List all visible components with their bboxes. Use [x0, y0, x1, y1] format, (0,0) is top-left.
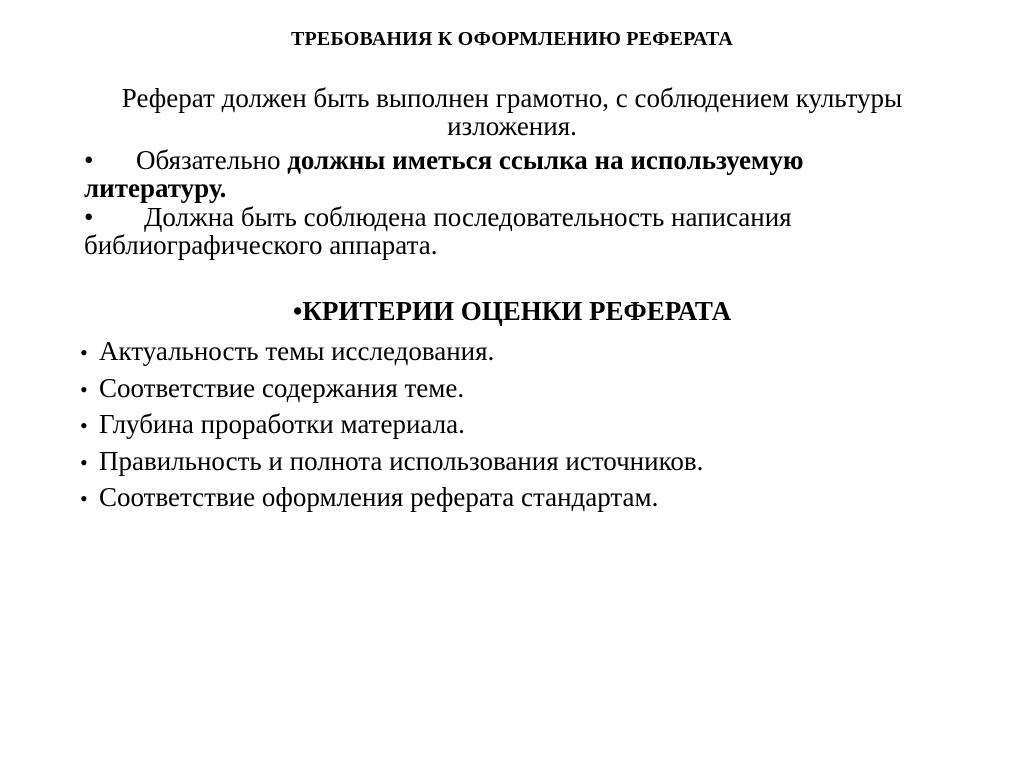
intro-paragraph: Реферат должен быть выполнен грамотно, с соблюдением культуры изложения. [121, 83, 903, 141]
bullet-icon: • [80, 486, 88, 511]
criteria-text: Соответствие оформления реферата стандартам. [99, 482, 659, 512]
bullet-icon: • [84, 145, 94, 175]
bullet-icon: • [80, 340, 88, 365]
list-item [80, 407, 703, 444]
criteria-text: Актуальность темы исследования. [99, 336, 495, 366]
requirement-text: Должна быть соблюдена последовательность написания библиографического аппарата. [84, 202, 792, 260]
requirement-emphasis: должны иметься ссылка на используемую литературу. [84, 145, 804, 203]
criteria-heading: •КРИТЕРИИ ОЦЕНКИ РЕФЕРАТА [292, 296, 732, 326]
bullet-icon: • [80, 413, 88, 438]
criteria-list [80, 334, 703, 517]
slide-title: ТРЕБОВАНИЯ К ОФОРМЛЕНИЮ РЕФЕРАТА [290, 28, 734, 50]
list-item [80, 334, 703, 371]
bullet-icon: • [80, 376, 88, 402]
list-item [80, 371, 703, 408]
criteria-text: Правильность и полнота использования источников. [99, 445, 704, 476]
criteria-text: Глубина проработки материала. [99, 409, 465, 439]
list-item [80, 480, 703, 517]
bullet-icon: • [80, 449, 88, 475]
criteria-text: Соответствие содержания теме. [99, 372, 465, 403]
requirement-text: Обязательно [136, 145, 288, 175]
bullet-icon: • [84, 202, 94, 232]
list-item [80, 444, 703, 481]
requirement-item [84, 203, 924, 259]
requirement-item [84, 146, 924, 202]
